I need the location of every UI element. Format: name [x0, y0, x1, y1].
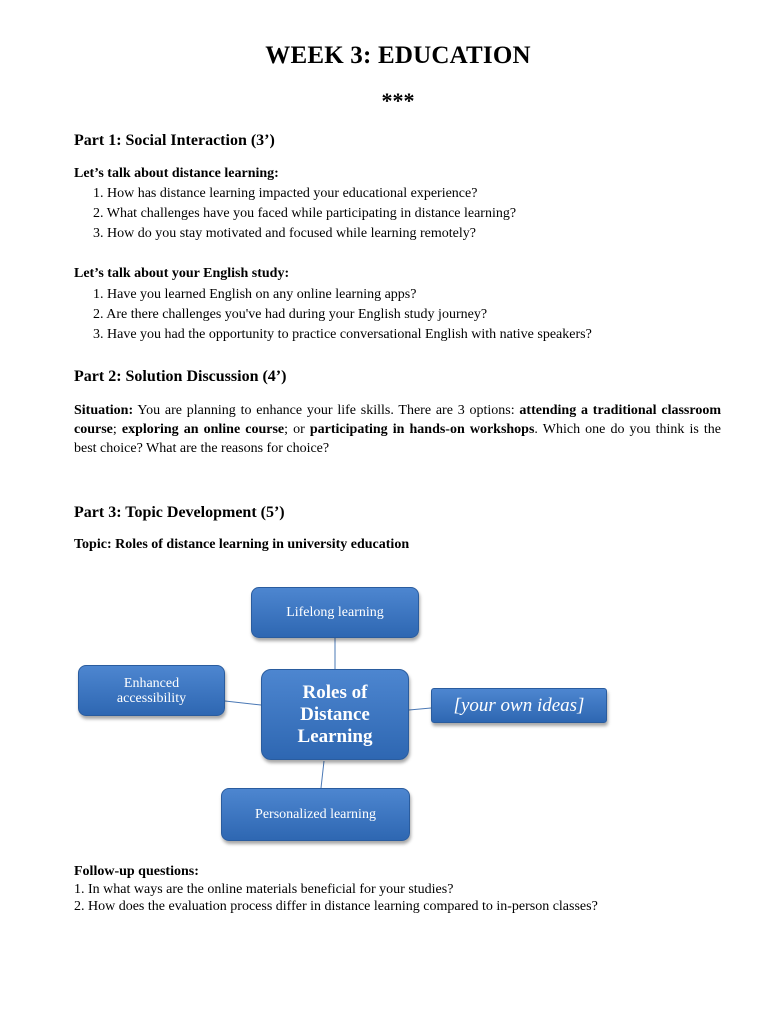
list-item: 3. How do you stay motivated and focused while learning remotely?	[93, 226, 476, 241]
list-item: 2. What challenges have you faced while participating in distance learning?	[93, 206, 517, 221]
page-title: WEEK 3: EDUCATION	[265, 42, 531, 69]
followup-heading: Follow-up questions:	[74, 864, 199, 879]
connector-right	[409, 708, 431, 710]
list-item: 1. Have you learned English on any online learning apps?	[93, 287, 417, 302]
list-item: 2. Are there challenges you've had during your English study journey?	[93, 307, 488, 322]
situation-text: You are planning to enhance your life skills. There are 3 options:	[133, 403, 520, 418]
part1-heading: Part 1: Social Interaction (3’)	[74, 132, 275, 149]
list-item: 2. How does the evaluation process differ in distance learning compared to in-person classes?	[74, 899, 598, 914]
english-study-heading: Let’s talk about your English study:	[74, 266, 290, 281]
node-your-own-ideas: [your own ideas]	[431, 688, 607, 723]
part2-heading: Part 2: Solution Discussion (4’)	[74, 368, 287, 385]
situation-question: . Which one do you think is the best choice? What are the reasons for choice?	[74, 422, 722, 456]
node-lifelong-learning: Lifelong learning	[251, 587, 419, 638]
node-roles-of-distance-learning: Roles of Distance Learning	[261, 669, 409, 760]
option-online: exploring an online course	[121, 422, 285, 437]
situation-label: Situation:	[74, 403, 134, 418]
list-item: 3. Have you had the opportunity to practice conversational English with native speakers?	[93, 327, 592, 342]
connector-bottom	[321, 761, 324, 788]
node-enhanced-accessibility: Enhanced accessibility	[78, 665, 225, 716]
followup-questions	[74, 881, 598, 915]
part3-heading: Part 3: Topic Development (5’)	[74, 504, 285, 521]
topic-line: Topic: Roles of distance learning in university education	[74, 537, 410, 552]
title-separator: ***	[381, 88, 415, 113]
connector-left	[225, 701, 261, 705]
option-workshops: participating in hands-on workshops	[309, 422, 535, 437]
separator: ;	[112, 422, 122, 437]
list-item: 1. How has distance learning impacted your educational experience?	[93, 186, 478, 201]
option-traditional: attending a traditional classroom course	[74, 403, 721, 437]
list-item: 1. In what ways are the online materials beneficial for your studies?	[74, 882, 454, 897]
distance-learning-heading: Let’s talk about distance learning:	[74, 166, 279, 181]
separator: ; or	[284, 422, 310, 437]
node-personalized-learning: Personalized learning	[221, 788, 410, 841]
